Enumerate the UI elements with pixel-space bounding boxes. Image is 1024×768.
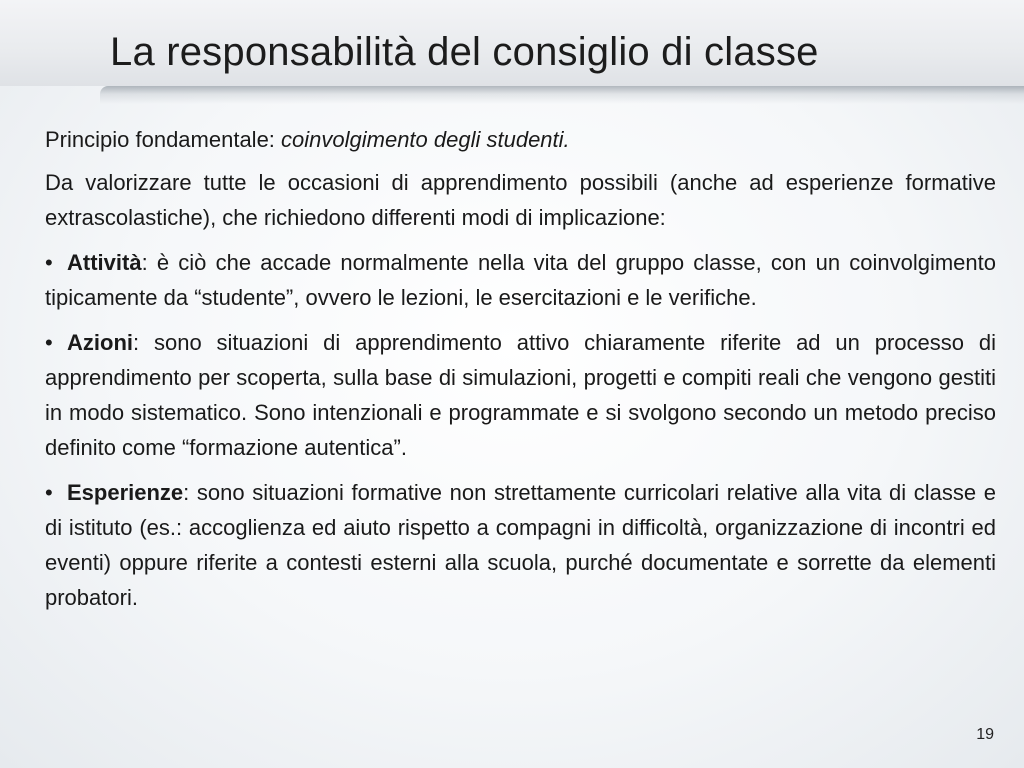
bullet-azioni <box>45 325 996 465</box>
bullet-term: Azioni <box>67 330 133 355</box>
bullet-text: : è ciò che accade normalmente nella vita del gruppo classe, con un coinvolgimento tipicamente da “studente”, ovvero le lezioni, le esercitazioni e le verifiche. <box>45 250 996 310</box>
bullet-esperienze <box>45 475 996 615</box>
intro-paragraph: Da valorizzare tutte le occasioni di apprendimento possibili (anche ad esperienze formative extrascolastiche), che richiedono differenti modi di implicazione: <box>45 170 996 230</box>
bullet-attivita <box>45 245 996 315</box>
bullet-term: Attività <box>67 250 142 275</box>
bullet-marker: • <box>45 250 53 275</box>
bullet-text: : sono situazioni di apprendimento attivo chiaramente riferite ad un processo di apprendimento per scoperta, sulla base di simulazioni, progetti e compiti reali che vengono gestiti in modo sistematico. Sono intenzionali e programmate e si svolgono secondo un metodo preciso definito come “formazione autentica”. <box>45 330 996 460</box>
slide-content <box>45 122 996 625</box>
bullet-marker: • <box>45 480 53 505</box>
slide-title: La responsabilità del consiglio di classe <box>110 30 819 74</box>
page-number: 19 <box>976 726 994 743</box>
title-shadow <box>100 86 1024 104</box>
bullet-term: Esperienze <box>67 480 184 505</box>
principle-line <box>45 122 996 157</box>
principle-label: Principio fondamentale: <box>45 127 282 152</box>
bullet-marker: • <box>45 330 53 355</box>
bullet-text: : sono situazioni formative non strettamente curricolari relative alla vita di classe e di istituto (es.: accoglienza ed aiuto rispetto a compagni in difficoltà, organizzazione di incontri ed eventi) oppure riferite a contesti esterni alla scuola, purché documentate e sorrette da elementi probatori. <box>45 480 996 610</box>
principle-value: coinvolgimento degli studenti. <box>281 127 570 152</box>
